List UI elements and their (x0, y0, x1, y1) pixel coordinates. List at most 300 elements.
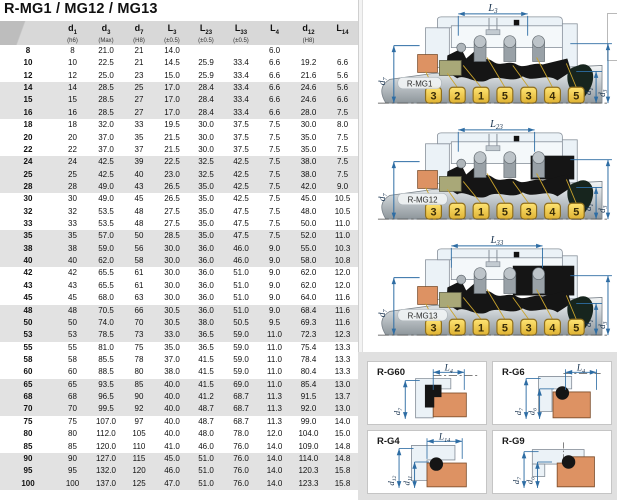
row-size-label: 85 (23, 441, 33, 451)
cell: 26.5 (164, 194, 180, 204)
g-panel-label: R-G6 (502, 367, 525, 378)
row-size-label: 43 (23, 280, 33, 290)
cell: 137.0 (89, 478, 123, 490)
cell: 35.0 (189, 181, 223, 193)
cell: 35.0 (198, 206, 214, 216)
cell: 50.0 (300, 219, 317, 229)
cell: 6.6 (259, 94, 290, 106)
cell: 43 (123, 181, 155, 193)
cell: 60 (68, 367, 77, 377)
cell: 23 (134, 70, 144, 80)
cell: 17.0 (155, 94, 189, 106)
cell: 14.0 (259, 453, 290, 465)
cell: 30.0 (155, 243, 189, 255)
seat-ring-orange (418, 287, 438, 305)
cell: 13.3 (334, 342, 351, 352)
cell: 59.0 (233, 354, 249, 364)
cell: 13.0 (327, 403, 358, 415)
callout-number-box (521, 203, 537, 219)
cell: 80.4 (300, 367, 317, 377)
cell: 62.0 (89, 255, 123, 267)
table-row (0, 465, 358, 477)
cell: 28.5 (89, 94, 123, 106)
cell: 14.8 (334, 441, 351, 451)
row-size-label: 95 (0, 465, 56, 477)
d7-dim-label: $d_7$ (377, 77, 389, 86)
cell: 42.0 (290, 181, 327, 193)
cell: 42.5 (89, 169, 123, 181)
table-row (0, 478, 358, 490)
cell: 59.0 (233, 342, 249, 352)
table-row (0, 156, 358, 168)
cell: 64.0 (300, 293, 317, 303)
mg-diagram-svg (362, 2, 617, 118)
mg-panel-r-mg13 (362, 234, 617, 350)
cell: 13.3 (334, 354, 351, 364)
cell: 48.0 (198, 429, 214, 439)
cell: 81.0 (98, 342, 114, 352)
cell: 11.6 (327, 305, 358, 317)
table-row (0, 354, 358, 366)
cell: 40.0 (155, 391, 189, 403)
row-size-label: 30 (23, 194, 33, 204)
d7-dim-label: $d_7$ (377, 193, 389, 202)
cell: 115 (123, 453, 155, 465)
table-row (0, 441, 358, 453)
cell: 7.5 (268, 194, 281, 204)
row-size-label: 42 (23, 268, 33, 278)
cell: 41.2 (189, 391, 223, 403)
cell: 66 (123, 305, 155, 317)
row-size-label: 100 (0, 478, 56, 490)
cell: 12 (68, 70, 77, 80)
table-row (0, 107, 358, 119)
cell: 48.7 (189, 403, 223, 415)
cell: 93.5 (89, 379, 123, 391)
length-dim-label: $L_4$ (576, 363, 586, 375)
cell: 9.0 (327, 181, 358, 193)
svg-text:4: 4 (549, 322, 556, 335)
diameter-dim-label: $d_7$ (510, 477, 523, 485)
row-size-label: 50 (0, 317, 56, 329)
table-row (0, 329, 358, 341)
cell: 6.6 (327, 94, 358, 106)
model-label: R-MG12 (407, 195, 438, 205)
cell: 40.0 (155, 403, 189, 415)
cell: 6.6 (259, 107, 290, 119)
table-row (0, 342, 358, 354)
cell: 5.6 (327, 82, 358, 94)
cell: 9.0 (268, 268, 281, 278)
spec-table-head (0, 21, 358, 45)
cell: 45.0 (155, 453, 189, 465)
cell: 33 (134, 120, 144, 130)
cell (290, 45, 327, 57)
cell: 36.0 (198, 293, 214, 303)
g-panel-label: R-G9 (502, 436, 525, 447)
cell: 18 (68, 120, 77, 130)
callout-number-box (473, 319, 489, 335)
cell: 7.5 (268, 132, 281, 142)
cell: 15.8 (327, 465, 358, 477)
callout-number-box (473, 203, 489, 219)
cell: 85 (123, 379, 155, 391)
table-row (0, 379, 358, 391)
cell: 38.0 (290, 156, 327, 168)
cell: 21.5 (164, 132, 180, 142)
cell: 51.0 (233, 268, 249, 278)
cell: 9.0 (268, 280, 281, 290)
row-size-label: 75 (23, 416, 33, 426)
cell: 22.5 (155, 156, 189, 168)
cell: 35.0 (189, 230, 223, 242)
cell: 127.0 (89, 453, 123, 465)
callout-number-box (545, 203, 561, 219)
cell: 7.5 (327, 169, 358, 181)
cell: 25.9 (198, 70, 214, 80)
cell: 58.0 (290, 255, 327, 267)
cell: 51.0 (223, 305, 259, 317)
cell: 45 (68, 293, 77, 303)
row-size-label: 35 (0, 230, 56, 242)
cell: 10.8 (327, 255, 358, 267)
svg-text:5: 5 (573, 206, 580, 219)
row-size-label: 60 (23, 367, 33, 377)
cell: 7.5 (336, 144, 349, 154)
cell: 27 (123, 94, 155, 106)
row-size-label: 22 (23, 144, 33, 154)
cell: 41.0 (164, 441, 180, 451)
row-size-label: 14 (0, 82, 56, 94)
cell: 37.0 (164, 354, 180, 364)
cell: 56 (123, 243, 155, 255)
cell: 75.4 (300, 342, 317, 352)
header-cell-L33: $L_{33}$ (±0.5) (223, 21, 259, 45)
cell: 35.0 (198, 219, 214, 229)
cell: 30.0 (164, 280, 180, 290)
cell: 59.0 (223, 329, 259, 341)
callout-number-box (521, 87, 537, 103)
cell: 9.0 (259, 305, 290, 317)
cell: 80 (68, 429, 77, 439)
seat-cross-section (532, 442, 594, 487)
model-label: R-MG1 (406, 79, 433, 89)
cell: 28.4 (189, 107, 223, 119)
cell: 7.5 (268, 219, 281, 229)
cell: 58 (123, 255, 155, 267)
cell: 55 (68, 342, 77, 352)
d7-dim-label: $d_7$ (377, 309, 389, 318)
row-size-label: 48 (0, 305, 56, 317)
cell: 14.0 (164, 46, 180, 55)
row-size-label: 53 (0, 329, 56, 341)
cell: 38.0 (164, 367, 180, 377)
cell: 35 (134, 132, 144, 142)
cell: 30 (68, 194, 77, 204)
row-size-label: 80 (23, 429, 33, 439)
row-size-label: 40 (0, 255, 56, 267)
row-size-label: 55 (23, 342, 33, 352)
cell: 65 (56, 379, 89, 391)
cell: 14.0 (266, 441, 283, 451)
row-size-label: 65 (0, 379, 56, 391)
cell: 68.0 (98, 293, 114, 303)
cell: 70 (56, 403, 89, 415)
cell: 14 (56, 82, 89, 94)
cell: 37.5 (233, 144, 249, 154)
cell: 22 (68, 144, 77, 154)
cell: 6.6 (268, 58, 281, 68)
seat-ring-orange (418, 171, 438, 189)
cell: 14.0 (259, 465, 290, 477)
svg-text:3: 3 (525, 322, 532, 335)
diameter-dim-label: $d_6$ (524, 477, 537, 485)
g-panel-r-g9 (492, 430, 612, 494)
right-panel (358, 0, 617, 500)
cell: 27 (123, 107, 155, 119)
table-row (0, 255, 358, 267)
cell: 11.0 (267, 354, 282, 364)
cell: 28.0 (290, 107, 327, 119)
g-panel-r-g4 (367, 430, 487, 494)
row-size-label: 16 (0, 107, 56, 119)
cell: 12.0 (334, 280, 351, 290)
callout-number-box (497, 87, 513, 103)
cell: 53.5 (98, 206, 114, 216)
cell: 78.4 (300, 354, 317, 364)
cell: 7.5 (327, 156, 358, 168)
cell: 33 (68, 219, 77, 229)
cell: 120.0 (95, 441, 117, 451)
cell: 21 (134, 46, 144, 55)
cell: 11.3 (259, 391, 290, 403)
cell: 57.0 (89, 230, 123, 242)
cell: 6.6 (268, 70, 281, 80)
row-size-label: 38 (0, 243, 56, 255)
cell: 33.4 (233, 58, 249, 68)
cell: 92.0 (290, 403, 327, 415)
cell: 40.0 (164, 416, 180, 426)
table-row (0, 218, 358, 230)
svg-text:1: 1 (478, 322, 485, 335)
cell: 76.0 (223, 453, 259, 465)
cell: 51.0 (189, 453, 223, 465)
cell: 28.5 (89, 82, 123, 94)
callout-number-box (497, 319, 513, 335)
length-dim-label: $L_4$ (444, 363, 453, 375)
svg-text:5: 5 (573, 90, 580, 103)
cell: 21.5 (164, 144, 180, 154)
cell: 38 (56, 243, 89, 255)
cell: 107.0 (95, 416, 117, 426)
table-row (0, 292, 358, 304)
seat-cross-section (539, 373, 601, 418)
cell: 23.0 (155, 169, 189, 181)
cell: 75 (134, 342, 144, 352)
length-dim-label: $L_{14}$ (438, 432, 451, 444)
cell: 28.5 (89, 107, 123, 119)
cell: 49.0 (98, 194, 114, 204)
cell: 38.0 (189, 317, 223, 329)
cell: 88.5 (98, 367, 114, 377)
cell: 12.0 (334, 268, 351, 278)
cell: 13.0 (327, 379, 358, 391)
table-row (0, 416, 358, 428)
cell: 46.0 (223, 255, 259, 267)
length-dim-label: L23 (490, 118, 503, 131)
cell: 22.5 (98, 58, 114, 68)
cell: 109.0 (298, 441, 319, 451)
cell: 62.0 (300, 268, 317, 278)
row-size-label: 90 (0, 453, 56, 465)
d3-dim-label: $d_3$ (597, 89, 609, 97)
table-row (0, 243, 358, 255)
row-size-label: 24 (0, 156, 56, 168)
cell: 11.6 (327, 317, 358, 329)
header-cell-L14: $L_{14}$ (327, 21, 358, 45)
cell: 11.0 (267, 342, 282, 352)
svg-text:1: 1 (478, 90, 485, 103)
cell: 37.5 (233, 132, 249, 142)
cell: 30.0 (198, 132, 214, 142)
cell: 40 (56, 255, 89, 267)
callout-number-box (426, 203, 442, 219)
cell: 17.0 (155, 107, 189, 119)
cell: 36.0 (189, 243, 223, 255)
cell: 15.0 (334, 429, 351, 439)
cell: 30.0 (164, 268, 180, 278)
header-cell-blank (0, 21, 56, 45)
table-row (0, 317, 358, 329)
callout-number-box (568, 87, 584, 103)
cell: 68.7 (223, 403, 259, 415)
row-size-label: 32 (23, 206, 33, 216)
spec-table (0, 21, 358, 490)
cell: 30.0 (164, 293, 180, 303)
cell: 53 (56, 329, 89, 341)
table-row (0, 169, 358, 181)
cell: 10.3 (327, 243, 358, 255)
table-row (0, 280, 358, 292)
cell: 26.5 (155, 181, 189, 193)
cell: 38.0 (290, 169, 327, 181)
cell: 58 (68, 354, 77, 364)
cell: 91.5 (290, 391, 327, 403)
cell: 36.5 (189, 329, 223, 341)
cell: 42.5 (233, 194, 249, 204)
cell: 47.5 (233, 219, 249, 229)
cell: 59.0 (233, 367, 249, 377)
cell: 10.5 (334, 194, 351, 204)
cell: 32.5 (189, 169, 223, 181)
row-size-label: 15 (0, 94, 56, 106)
cell: 24 (56, 156, 89, 168)
cell: 36.0 (198, 268, 214, 278)
cell: 14.0 (259, 478, 290, 490)
cell: 13.7 (327, 391, 358, 403)
cell: 48.0 (300, 206, 317, 216)
cell: 85.4 (290, 379, 327, 391)
cell: 112.0 (96, 429, 116, 439)
table-row (0, 94, 358, 106)
cell: 47.0 (155, 478, 189, 490)
cell: 114.0 (290, 453, 327, 465)
callout-number-box (568, 319, 584, 335)
cell: 30.0 (300, 120, 317, 130)
cell: 28.4 (189, 94, 223, 106)
cell: 51.0 (189, 478, 223, 490)
cell: 25 (123, 82, 155, 94)
header-cell-d3: $d_3$ (Max) (89, 21, 123, 45)
cell: 45.0 (300, 194, 317, 204)
cell: 6.6 (259, 82, 290, 94)
cell: 63 (134, 293, 144, 303)
cell: 50 (56, 317, 89, 329)
cell: 97 (134, 416, 144, 426)
cell: 25.9 (198, 58, 214, 68)
callout-number-box (449, 319, 465, 335)
table-row (0, 230, 358, 242)
cell: 35.0 (164, 342, 180, 352)
cell: 8 (70, 46, 75, 55)
cell: 72.3 (290, 329, 327, 341)
row-size-label: 33 (23, 219, 33, 229)
cell: 11.0 (327, 230, 358, 242)
cell: 9.0 (259, 255, 290, 267)
svg-text:1: 1 (478, 206, 485, 219)
cell: 99.5 (89, 403, 123, 415)
cell: 104.0 (298, 429, 319, 439)
diameter-dim-label: $d_{11}$ (401, 475, 414, 486)
mg-diagram-svg (362, 234, 617, 350)
cell: 45 (134, 194, 144, 204)
svg-text:4: 4 (549, 206, 556, 219)
cell: 15.0 (164, 70, 180, 80)
cell: 37.0 (98, 144, 114, 154)
cell: 85.5 (98, 354, 114, 364)
cell: 35 (56, 230, 89, 242)
cell: 69.3 (290, 317, 327, 329)
cell: 40 (123, 169, 155, 181)
table-row (0, 428, 358, 440)
cell: 28 (56, 181, 89, 193)
callout-number-box (449, 87, 465, 103)
cell: 100 (56, 478, 89, 490)
cell: 47.5 (223, 230, 259, 242)
cell: 42.5 (223, 156, 259, 168)
cell: 123.3 (290, 478, 327, 490)
cell (223, 45, 259, 57)
cell: 85 (68, 441, 77, 451)
mg-panel-r-mg12 (362, 118, 617, 234)
cell: 50 (123, 230, 155, 242)
cell: 7.5 (268, 206, 281, 216)
cell: 40.0 (164, 429, 180, 439)
cell: 9.5 (259, 317, 290, 329)
cell: 61 (134, 268, 144, 278)
svg-text:5: 5 (501, 90, 508, 103)
mg-diagram-svg (362, 118, 617, 234)
cell: 14.0 (334, 416, 351, 426)
cell: 21 (134, 58, 144, 68)
cell: 41.5 (198, 354, 214, 364)
cell: 16 (56, 107, 89, 119)
table-row (0, 366, 358, 378)
length-dim-label: L33 (490, 234, 504, 247)
cell: 35.0 (300, 132, 317, 142)
cell: 33.4 (223, 107, 259, 119)
cell: 24.6 (290, 82, 327, 94)
